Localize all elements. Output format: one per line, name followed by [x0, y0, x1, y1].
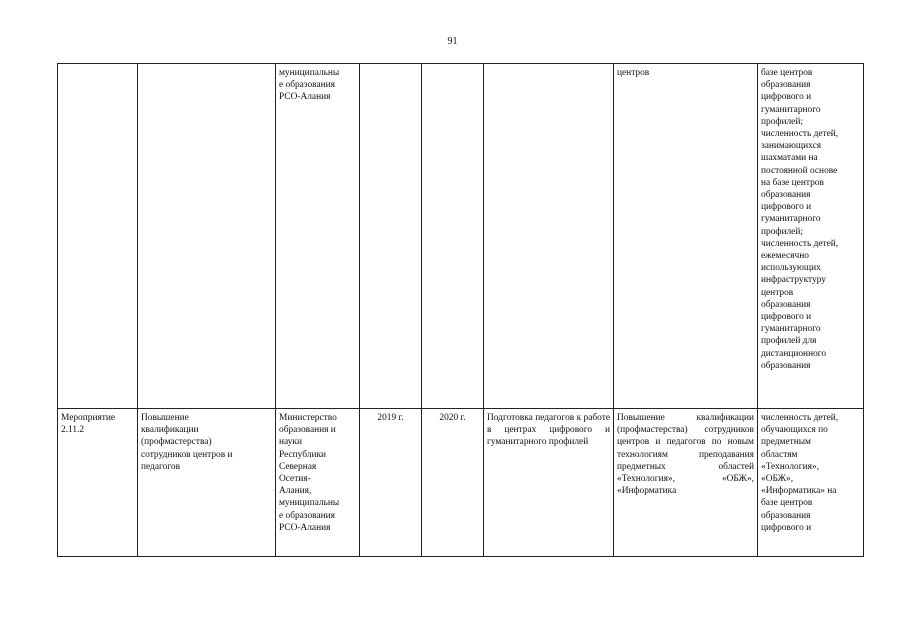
- document-table: [57, 63, 864, 557]
- cell-event: [58, 64, 138, 409]
- cell-description: центров: [614, 64, 758, 409]
- cell-end-year: [422, 64, 484, 409]
- table-row: [58, 64, 864, 409]
- cell-responsible: Министерство образования и науки Республики Северная Осетия- Алания, муниципальны е образования РСО-Алания: [276, 409, 360, 557]
- cell-description: Повышение квалификации (профмастерства) сотрудников центров и педагогов по новым технологиям преподавания предметных областей «Технология», «ОБЖ», «Информатика: [614, 409, 758, 557]
- table-row: [58, 409, 864, 557]
- cell-start-year: 2019 г.: [360, 409, 422, 557]
- cell-result: Подготовка педагогов к работе в центрах цифрового и гуманитарного профилей: [484, 409, 614, 557]
- cell-result: [484, 64, 614, 409]
- page-number: 91: [447, 36, 458, 47]
- cell-name: Повышение квалификации (профмастерства) сотрудников центров и педагогов: [138, 409, 276, 557]
- cell-name: [138, 64, 276, 409]
- cell-indicators: базе центров образования цифрового и гуманитарного профилей; численность детей, занимающихся шахматами на постоянной основе на базе центров образования цифрового и гуманитарного профилей; численность детей, ежемесячно использующих инфраструктуру центров образования цифрового и гуманитарного профилей для дистанционного образования: [758, 64, 864, 409]
- cell-end-year: 2020 г.: [422, 409, 484, 557]
- cell-indicators: численность детей, обучающихся по предметным областям «Технология», «ОБЖ», «Информатика» на базе центров образования цифрового и: [758, 409, 864, 557]
- cell-responsible: муниципальны е образования РСО-Алания: [276, 64, 360, 409]
- cell-event: Мероприятие 2.11.2: [58, 409, 138, 557]
- cell-start-year: [360, 64, 422, 409]
